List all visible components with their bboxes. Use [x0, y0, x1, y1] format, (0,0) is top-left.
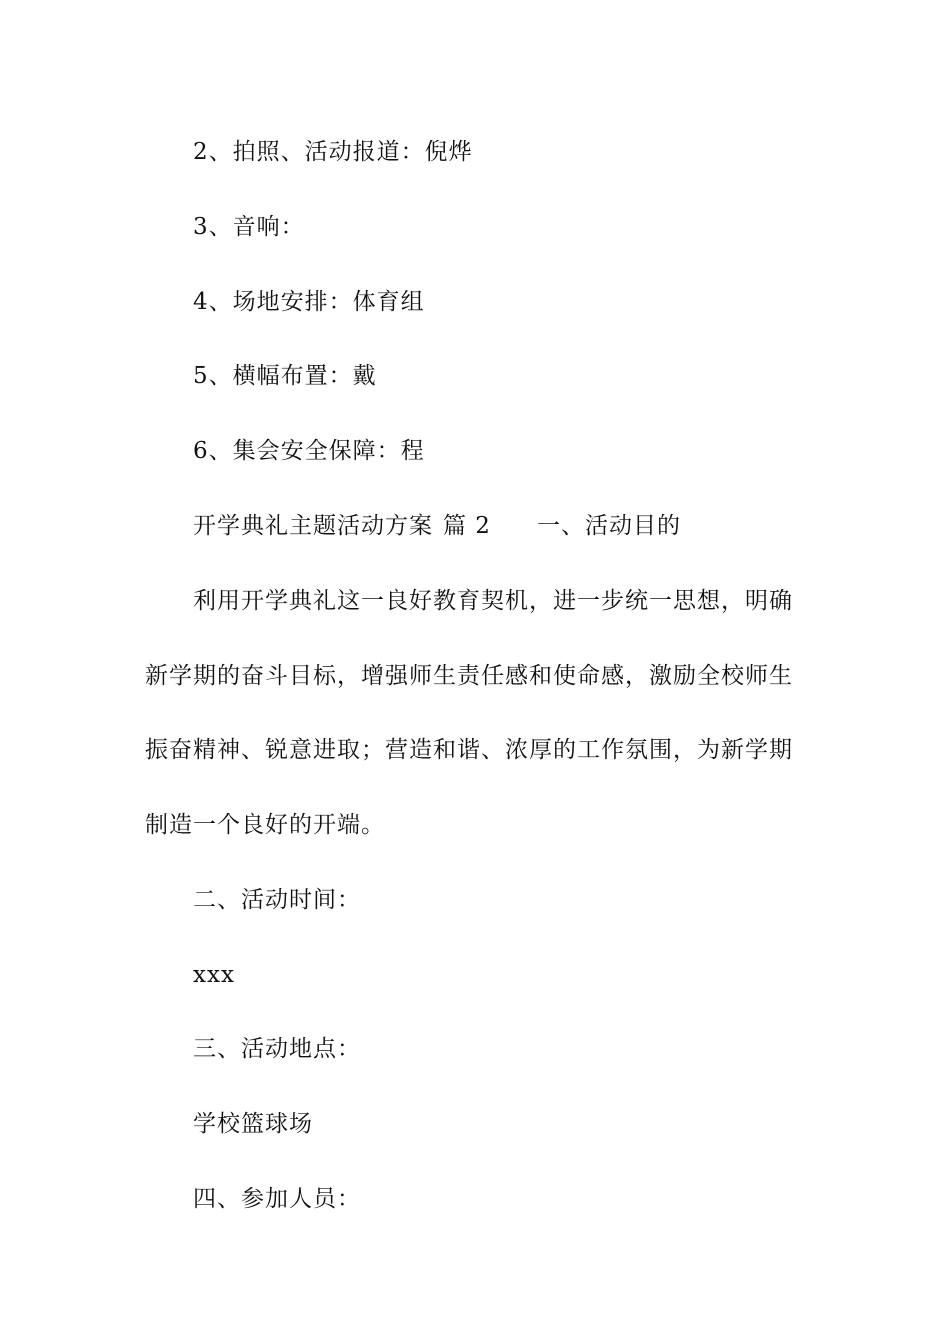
staff-safety: 6、集会安全保障：程: [193, 438, 425, 464]
paragraph-line: 利用开学典礼这一良好教育契机，进一步统一思想，明确: [193, 588, 793, 614]
plan-title: 开学典礼主题活动方案: [193, 513, 433, 539]
staff-venue: 4、场地安排：体育组: [193, 289, 425, 315]
section-participants-heading: 四、参加人员：: [193, 1186, 361, 1212]
section-time-heading: 二、活动时间：: [193, 887, 361, 913]
section-time-value: xxx: [193, 962, 235, 988]
paragraph-line: 新学期的奋斗目标，增强师生责任感和使命感，激励全校师生: [145, 663, 793, 689]
section-purpose-heading: 一、活动目的: [536, 513, 681, 539]
section-place-heading: 三、活动地点：: [193, 1036, 361, 1062]
staff-audio: 3、音响：: [193, 214, 305, 240]
staff-photo-report: 2、拍照、活动报道：倪烨: [193, 139, 473, 165]
plan-heading-line: [193, 511, 681, 541]
paragraph-line: 振奋精神、锐意进取；营造和谐、浓厚的工作氛围，为新学期: [145, 737, 793, 763]
plan-part-label: 篇 2: [443, 513, 491, 539]
paragraph-line: 制造一个良好的开端。: [145, 812, 385, 838]
staff-banner: 5、横幅布置：戴: [193, 363, 377, 389]
section-place-value: 学校篮球场: [193, 1111, 313, 1137]
